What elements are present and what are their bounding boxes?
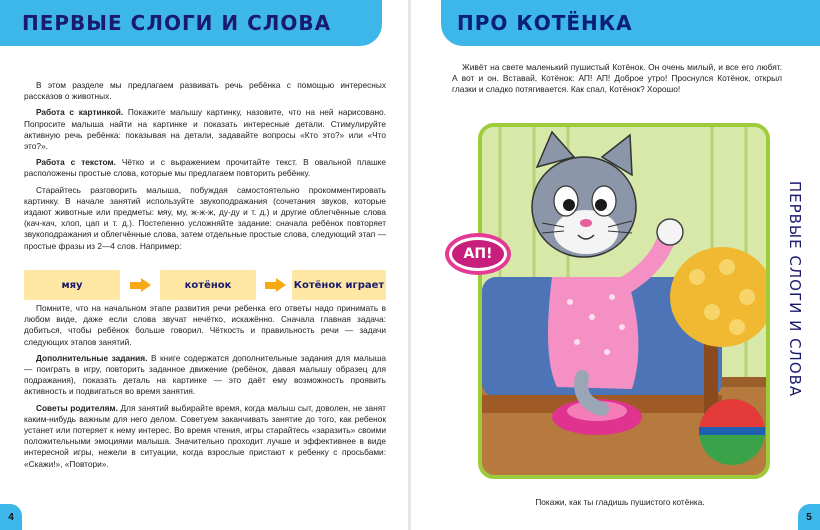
paragraph-lead: Работа с картинкой. <box>36 107 124 118</box>
paragraph-speech <box>24 185 386 252</box>
paragraph-extra-tasks <box>24 353 386 398</box>
paragraph-picture-work <box>24 107 386 152</box>
side-title-text: ПЕРВЫЕ СЛОГИ И СЛОВА <box>786 180 804 398</box>
chain-step-1: мяу <box>24 270 120 300</box>
kitten-picture <box>482 127 766 475</box>
story-title: ПРО КОТЁНКА <box>457 11 633 35</box>
section-banner <box>0 0 382 46</box>
word-bubble <box>445 233 511 275</box>
word-progression-chain <box>24 270 386 300</box>
paragraph-text: Покажите малышу картинку, назовите, что на ней нарисовано. Попросите малыша найти на картинке и показать интересные детали. Стимулируйте активную речь ребёнка: показывая на детали, задавайте вопросы «Кто это?» или «Что это?». <box>24 107 386 152</box>
paragraph-lead: Работа с текстом. <box>36 157 116 168</box>
paragraph-intro <box>24 80 386 102</box>
section-title: ПЕРВЫЕ СЛОГИ И СЛОВА <box>22 11 332 35</box>
paragraph-text: Помните, что на начальном этапе развития речи ребенка его ответы надо принимать в любом виде, даже если слова звучат нечётко, искажённо. Сначала главная задача: добиться, чтобы ребёнок больше говорил. Чёткость и правильность речи — задачи следующих этапов занятий. <box>24 303 386 347</box>
paragraph-lead: Советы родителям. <box>36 402 118 413</box>
paragraph-text: Старайтесь разговорить малыша, побуждая самостоятельно прокомментировать картинку. В начале занятий используйте звукоподражания (сочетания звуков, которые издают животные или предметы: мяу, му, ж-ж-ж, ду-ду и т. д.) и другие облегчённые слова (кач-кач, хлоп, цап и т. д.). Постепенно усложняйте задание: сначала ребёнок повторяет звукоподражания и облегчённые слова, затем отдельные простые слова, следующий этап — простые фразы из 2—4 слов. Например: <box>24 184 386 251</box>
story-text: Живёт на свете маленький пушистый Котёнок. Он очень милый, и все его любят. А вот и он. Вставай, Котёнок: АП! АП! Доброе утро! Проснулся Котёнок, открыл глазки и сладко потягивается. Как спал, Котёнок? Хорошо! <box>452 62 782 95</box>
paragraph-text: Для занятий выбирайте время, когда малыш сыт, доволен, не занят каким-нибудь важным для него делом. Советуем заканчивать занятие до того, как ребенок устанет или потеряет к нему интерес. Во время чтения, игры старайтесь «заразить» своими положительными эмоциями малыша. Значительно проходит лучше и эффективнее в виде интересной игры, нежели в ситуации, когда взрослые пристают к ребенку с просьбами: «Скажи!», «Повтори». <box>24 402 386 469</box>
picture-caption: Покажи, как ты гладишь пушистого котёнка. <box>535 497 705 507</box>
page-number: 4 <box>0 504 22 530</box>
chain-step-3: Котёнок играет <box>292 270 386 300</box>
paragraph-text: Чётко и с выражением прочитайте текст. В овальной плашке расположены простые слова, которые мы предлагаем повторить ребёнку. <box>24 157 387 179</box>
bubble-word: АП! <box>452 240 504 268</box>
left-page <box>0 0 409 530</box>
paragraph-text-work <box>24 157 386 179</box>
paragraph-text: В этом разделе мы предлагаем развивать речь ребёнка с помощью интересных рассказов о животных. <box>24 80 386 102</box>
side-section-title <box>780 180 810 398</box>
paragraph-reminder <box>24 303 386 348</box>
advice-text <box>24 303 386 475</box>
story-banner <box>441 0 820 46</box>
page-number: 5 <box>798 504 820 530</box>
paragraph-parent-tips <box>24 403 386 470</box>
intro-text <box>24 80 386 257</box>
chain-step-2: котёнок <box>160 270 256 300</box>
paragraph-lead: Дополнительные задания. <box>36 352 148 363</box>
paragraph-text: В книге содержатся дополнительные задания для малыша — поиграть в игру, повторить заданное движение (ребёнок, давая малышу образец для подражания), показать деталь на картинке — это даёт ему возможность проявить активность и подвигаться во время занятия. <box>24 352 386 397</box>
kitten-illustration <box>478 123 770 479</box>
